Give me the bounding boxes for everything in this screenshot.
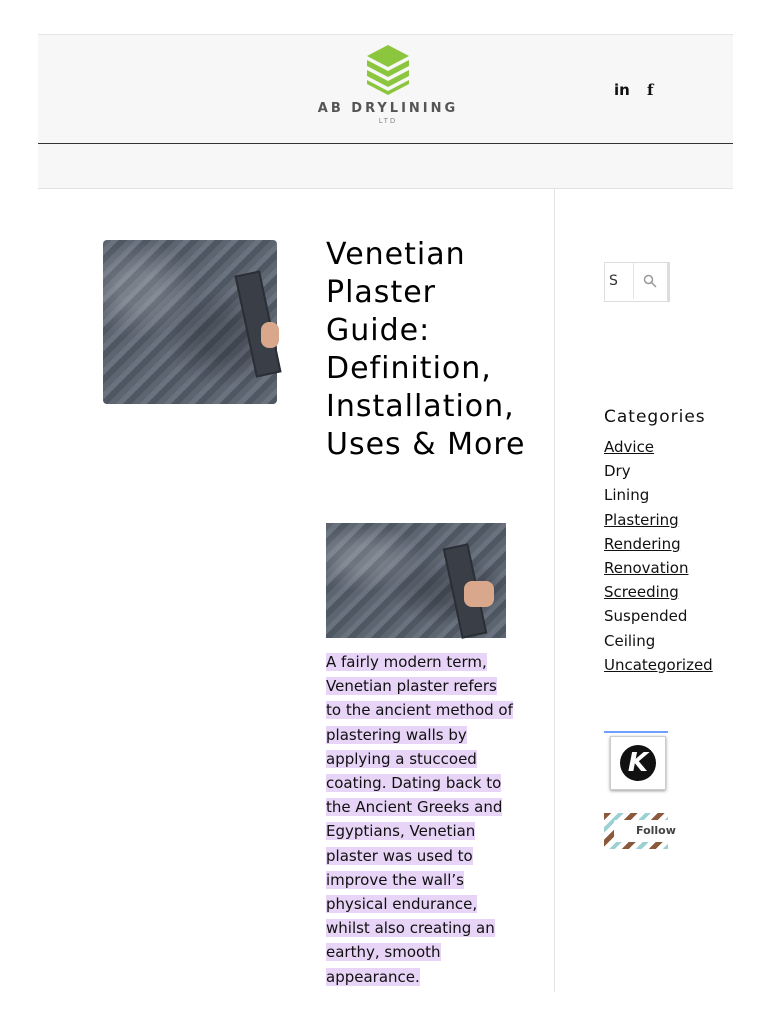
list-item (604, 459, 668, 507)
list-item (604, 435, 668, 459)
profile-badge[interactable] (610, 736, 666, 790)
linkedin-icon[interactable]: in (614, 81, 630, 99)
follow-widget (604, 813, 676, 849)
k-logo-icon: K (620, 745, 656, 781)
list-item (604, 508, 679, 532)
list-item (604, 653, 713, 677)
post-excerpt (326, 650, 516, 989)
site-header (38, 35, 733, 144)
category-link-dry-lining[interactable] (604, 462, 650, 505)
category-link-text: Suspended Ceiling (604, 607, 688, 650)
category-link-advice[interactable]: Advice (604, 438, 655, 456)
search-form (604, 262, 670, 302)
categories-list (604, 435, 713, 677)
post-title[interactable]: Venetian Plaster Guide: Definition, Installation, Uses & More (326, 237, 526, 462)
list-item (604, 604, 688, 652)
list-item (604, 580, 679, 604)
search-edge (667, 263, 669, 301)
category-link-renovation[interactable]: Renovation (604, 559, 689, 578)
site-logo[interactable] (303, 43, 473, 133)
category-link-uncategorized[interactable]: Uncategorized (604, 655, 713, 674)
follow-button[interactable]: Follow (614, 820, 684, 842)
category-link-plastering[interactable]: Plastering (604, 510, 679, 529)
list-item (604, 556, 689, 580)
logo-text: AB DRYLINING (317, 101, 459, 116)
hand-graphic (464, 581, 494, 607)
search-input[interactable] (605, 263, 634, 299)
category-link-suspended-ceiling[interactable] (604, 607, 694, 650)
category-link-rendering[interactable]: Rendering (604, 534, 681, 553)
post-image (326, 523, 506, 638)
categories-heading: Categories (604, 407, 706, 427)
logo-subtext: LTD (378, 117, 398, 125)
widget-accent-line (604, 731, 668, 733)
nav-bar (38, 144, 733, 190)
facebook-icon[interactable]: f (647, 81, 654, 99)
excerpt-text: A fairly modern term, Venetian plaster refers to the ancient method of plastering walls by applying a stuccoed coating. Dating back to the Ancient Greeks and Egyptians, Venetian plaster was used to improve the wall’s physical endurance, whilst also creating an earthy, smooth appearance. (326, 653, 513, 986)
sidebar-divider (554, 189, 555, 992)
hand-graphic (261, 322, 279, 348)
category-link-text: Dry Lining (604, 462, 650, 505)
logo-mark-icon (363, 43, 413, 95)
search-icon[interactable] (643, 274, 657, 288)
category-link-screeding[interactable]: Screeding (604, 583, 679, 602)
post-thumbnail[interactable] (103, 240, 277, 404)
list-item (604, 532, 681, 556)
